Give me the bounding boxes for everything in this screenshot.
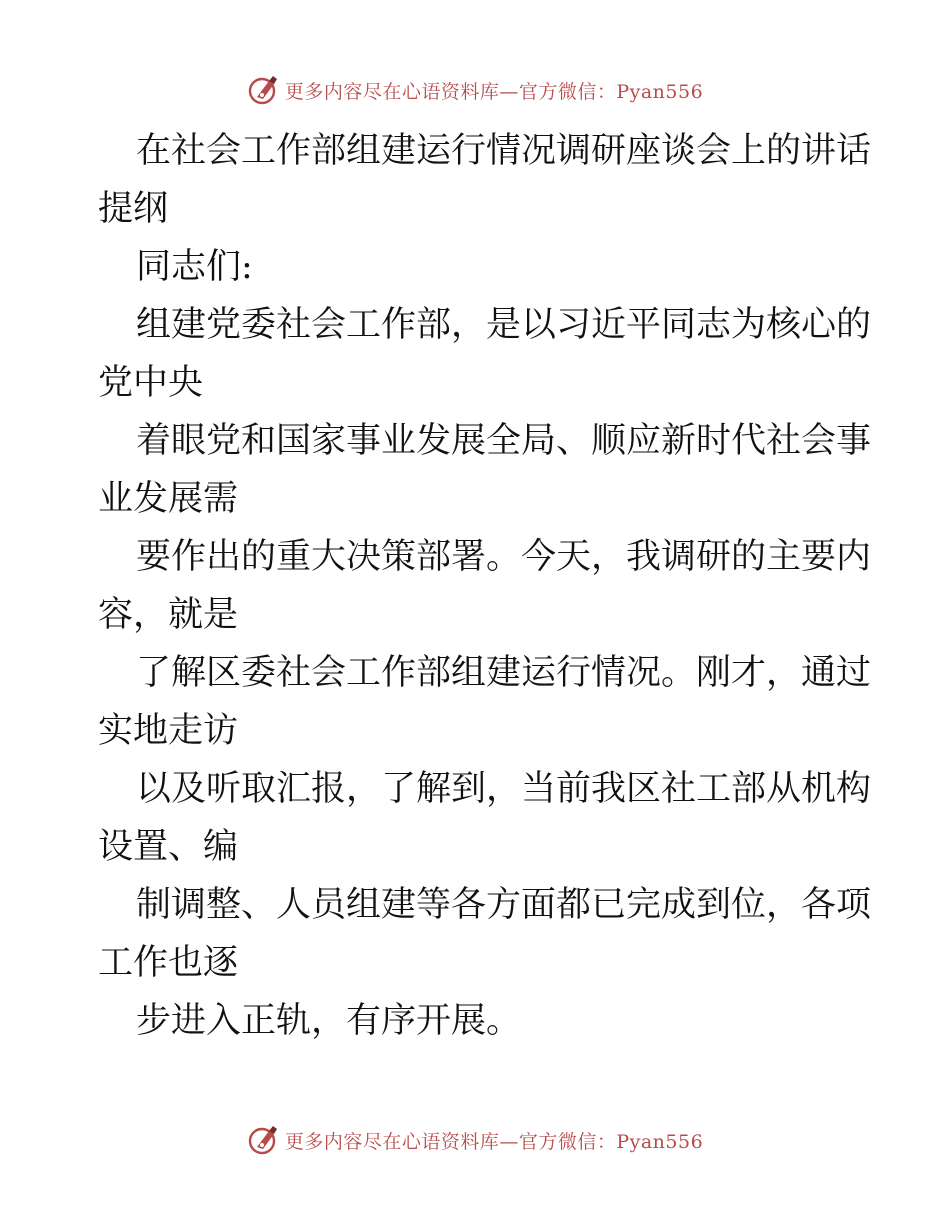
header-watermark: [0, 70, 950, 110]
paragraph-line-1: 组建党委社会工作部，是以习近平同志为核心的: [136, 305, 872, 345]
paragraph: [98, 296, 872, 412]
paragraph: [98, 528, 872, 644]
paragraph-line-2: 设置、编: [98, 827, 239, 867]
greeting-text: 同志们:: [136, 247, 253, 287]
pen-nib-logo-icon: [247, 1123, 281, 1157]
paragraph-line-2: 业发展需: [98, 479, 239, 519]
paragraph: [98, 760, 872, 876]
paragraph-line-1: 着眼党和国家事业发展全局、顺应新时代社会事: [136, 421, 872, 461]
watermark-text: 更多内容尽在心语资料库—官方微信：Pyan556: [284, 80, 704, 103]
paragraph-line-1: 制调整、人员组建等各方面都已完成到位，各项: [136, 885, 872, 925]
paragraph: [98, 876, 872, 992]
paragraph-line-2: 容，就是: [98, 595, 239, 635]
paragraph: [98, 412, 872, 528]
paragraph-line-1: 要作出的重大决策部署。今天，我调研的主要内: [136, 537, 872, 577]
document-title: [98, 122, 872, 238]
paragraph-line-2: 党中央: [98, 363, 204, 403]
title-line-1: 在社会工作部组建运行情况调研座谈会上的讲话: [136, 131, 872, 171]
document-body: [98, 122, 872, 1050]
paragraph-line-1: 以及听取汇报，了解到，当前我区社工部从机构: [136, 769, 872, 809]
paragraph-line-1: 步进入正轨，有序开展。: [136, 1001, 522, 1041]
watermark-text: 更多内容尽在心语资料库—官方微信：Pyan556: [284, 1130, 704, 1153]
paragraph-line-1: 了解区委社会工作部组建运行情况。刚才，通过: [136, 653, 872, 693]
paragraph-line-2: 工作也逐: [98, 943, 239, 983]
greeting: [98, 238, 858, 296]
title-line-2: 提纲: [98, 189, 169, 229]
paragraph: [98, 644, 872, 760]
footer-watermark: [0, 1120, 950, 1160]
paragraph-line-2: 实地走访: [98, 711, 239, 751]
pen-nib-logo-icon: [247, 73, 281, 107]
paragraph: [98, 992, 858, 1050]
